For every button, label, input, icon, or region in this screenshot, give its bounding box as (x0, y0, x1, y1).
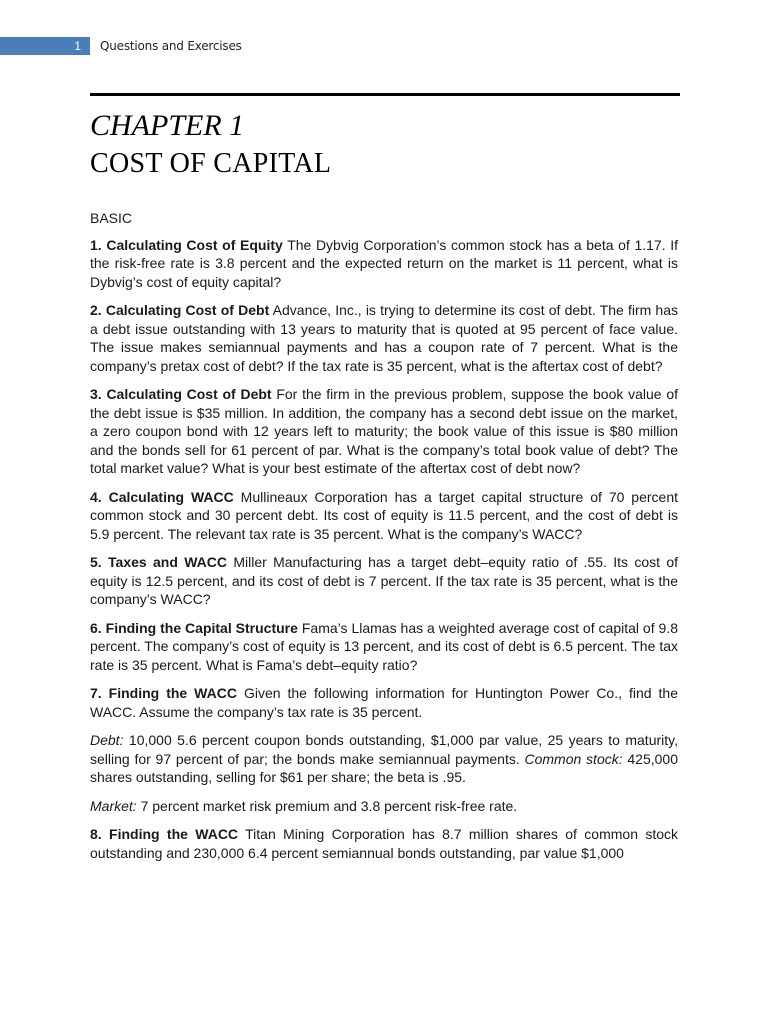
problem-7 (90, 684, 678, 721)
header-rule (90, 93, 680, 96)
chapter-label: CHAPTER 1 (90, 109, 245, 142)
common-stock-label: Common stock: (524, 750, 623, 767)
problem-title: Calculating Cost of Debt (105, 302, 270, 318)
problem-text: Given the following information for Huntington Power Co., find the WACC. Assume the company’s tax rate is 35 percent. (90, 685, 678, 720)
problem-number: 3. (90, 386, 102, 402)
problem-title: Calculating Cost of Debt (106, 386, 272, 402)
problem-number: 1. (90, 236, 102, 253)
section-label: BASIC (90, 210, 133, 226)
debt-label: Debt: (90, 732, 124, 748)
problem-7-market (90, 797, 678, 816)
problem-title: Finding the WACC (109, 826, 239, 842)
problem-number: 2. (90, 302, 102, 318)
problem-5 (90, 553, 678, 609)
problem-3 (90, 385, 678, 478)
problem-number: 4. (90, 488, 102, 505)
problem-title: Finding the WACC (108, 685, 237, 701)
problem-4 (90, 488, 678, 544)
problem-title: Calculating WACC (108, 488, 234, 505)
problem-8 (90, 825, 678, 862)
problem-title: Finding the Capital Structure (105, 619, 298, 636)
problem-text: Mullineaux Corporation has a target capital structure of 70 percent common stock and 30 percent debt. Its cost of equity is 11.5 percent, and the cost of debt is 5.9 percent. The relevant tax rate is 35 percent. What is the company’s WACC? (90, 488, 678, 542)
problem-2 (90, 301, 678, 375)
problem-text: For the firm in the previous problem, suppose the book value of the debt issue is $35 million. In addition, the company has a second debt issue on the market, a zero coupon bond with 12 years left to maturity; the book value of this issue is $80 million and the bonds sell for 61 percent of par. What is the company’s total book value of debt? The total market value? What is your best estimate of the aftertax cost of debt now? (90, 386, 678, 476)
market-text: 7 percent market risk premium and 3.8 percent risk-free rate. (140, 797, 518, 814)
chapter-title: COST OF CAPITAL (90, 148, 332, 179)
page-body (90, 209, 678, 872)
problem-text: Fama’s Llamas has a weighted average cost of capital of 9.8 percent. The company’s cost of equity is 13 percent, and its cost of debt is 6.5 percent. The tax rate is 35 percent. What is Fama’s debt–equity ratio? (90, 619, 679, 673)
problem-number: 7. (90, 685, 102, 701)
problem-text: Advance, Inc., is trying to determine its cost of debt. The firm has a debt issue outstanding with 13 years to maturity that is quoted at 95 percent of face value. The issue makes semiannual payments and has a coupon rate of 7 percent. What is the company’s pretax cost of debt? If the tax rate is 35 percent, what is the aftertax cost of debt? (90, 302, 679, 374)
problem-7-debt-and-stock (90, 731, 678, 787)
problem-number: 6. (90, 619, 102, 636)
problem-text: Miller Manufacturing has a target debt–equity ratio of .55. Its cost of equity is 12.5 percent, and its cost of debt is 7 percent. If the tax rate is 35 percent, what is the company’s WACC? (90, 554, 679, 607)
problem-title: Calculating Cost of Equity (106, 236, 283, 253)
debt-text: 10,000 5.6 percent coupon bonds outstanding, $1,000 par value, 25 years to maturity, selling for 97 percent of par; the bonds make semiannual payments. (90, 732, 678, 767)
market-label: Market: (90, 797, 137, 814)
problem-title: Taxes and WACC (108, 554, 227, 570)
problem-number: 5. (90, 554, 102, 570)
page-number: 1 (74, 39, 81, 53)
problem-text: The Dybvig Corporation’s common stock has a beta of 1.17. If the risk-free rate is 3.8 percent and the expected return on the market is 11 percent, what is Dybvig’s cost of equity capital? (90, 236, 679, 290)
common-stock-text: 425,000 shares outstanding, selling for $61 per share; the beta is .95. (90, 750, 678, 785)
problem-1 (90, 236, 678, 292)
running-header-title: Questions and Exercises (100, 39, 242, 53)
problem-number: 8. (90, 826, 102, 842)
problem-text: Titan Mining Corporation has 8.7 million shares of common stock outstanding and 230,000 6.4 percent semiannual bonds outstanding, par value $1,000 (90, 826, 678, 861)
page-number-tab (0, 37, 90, 55)
problem-6 (90, 619, 678, 675)
